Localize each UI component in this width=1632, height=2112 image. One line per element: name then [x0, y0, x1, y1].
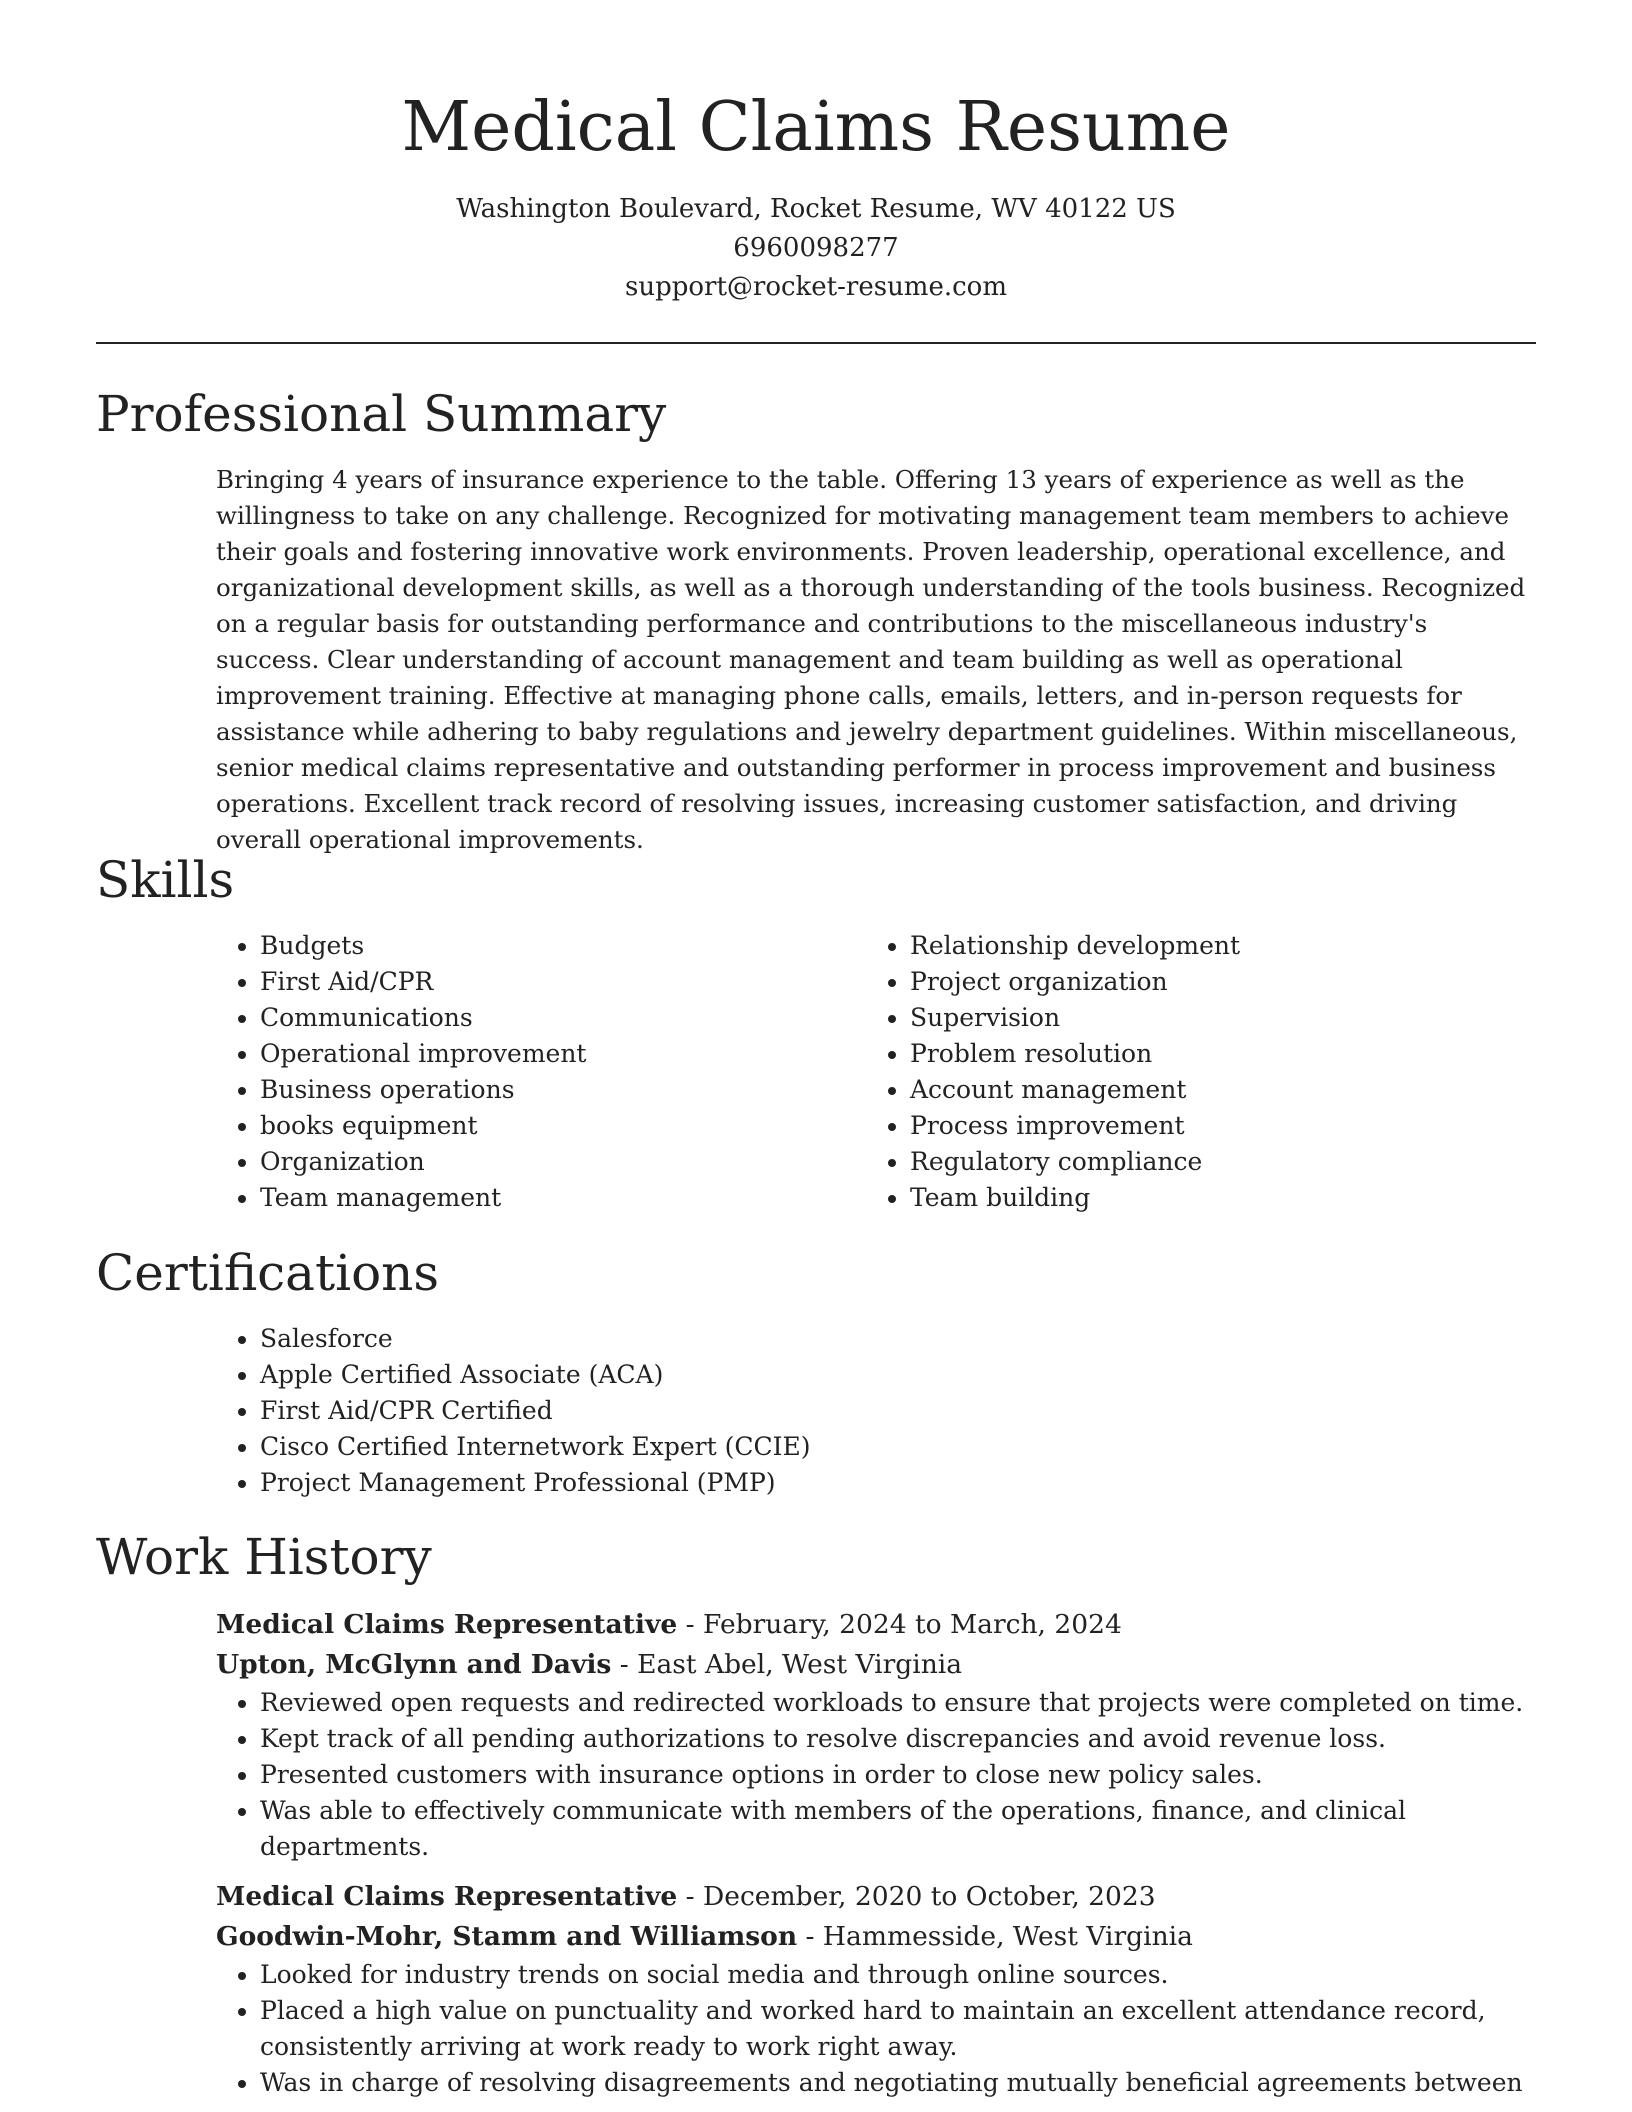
job-title-line	[216, 1877, 1536, 1917]
certification-item: • First Aid/CPR Certified	[260, 1393, 1416, 1429]
summary-heading: Professional Summary	[96, 385, 667, 443]
job-title: Medical Claims Representative	[216, 1609, 678, 1640]
skill-item: • Supervision	[910, 1000, 1506, 1036]
job-duty: • Looked for industry trends on social media and through online sources.	[260, 1957, 1536, 1993]
skill-item: • Regulatory compliance	[910, 1144, 1506, 1180]
skill-item: • First Aid/CPR	[260, 964, 856, 1000]
skill-item: • Account management	[910, 1072, 1506, 1108]
skill-item: • Team building	[910, 1180, 1506, 1216]
contact-email: support@rocket-resume.com	[624, 272, 1007, 302]
certifications-section	[216, 1321, 1416, 1501]
skill-item: • Problem resolution	[910, 1036, 1506, 1072]
header-divider	[96, 342, 1536, 344]
job-duties-list	[216, 1957, 1536, 2101]
job-duties-list	[216, 1685, 1536, 1865]
skills-column-right	[866, 928, 1506, 1216]
skill-item: • books equipment	[260, 1108, 856, 1144]
certifications-heading: Certifications	[96, 1244, 440, 1302]
job-company-line	[216, 1917, 1536, 1957]
certification-item: • Apple Certified Associate (ACA)	[260, 1357, 1416, 1393]
job-dates: - December, 2020 to October, 2023	[677, 1881, 1156, 1912]
skill-item: • Budgets	[260, 928, 856, 964]
skill-item: • Process improvement	[910, 1108, 1506, 1144]
job-company-line	[216, 1645, 1536, 1685]
job-duty: • Kept track of all pending authorizations to resolve discrepancies and avoid revenue loss.	[260, 1721, 1536, 1757]
skills-column-left	[216, 928, 856, 1216]
certification-item: • Project Management Professional (PMP)	[260, 1465, 1416, 1501]
job-title: Medical Claims Representative	[216, 1881, 678, 1912]
job-location: - East Abel, West Virginia	[611, 1649, 963, 1680]
job-entry	[216, 1877, 1536, 2101]
page-title: Medical Claims Resume	[401, 88, 1231, 167]
certification-item: • Cisco Certified Internetwork Expert (CCIE)	[260, 1429, 1416, 1465]
job-duty: • Presented customers with insurance options in order to close new policy sales.	[260, 1757, 1536, 1793]
certification-item: • Salesforce	[260, 1321, 1416, 1357]
job-title-line	[216, 1605, 1536, 1645]
job-entry	[216, 1605, 1536, 1865]
skill-item: • Organization	[260, 1144, 856, 1180]
contact-phone: 6960098277	[733, 233, 899, 263]
skill-item: • Relationship development	[910, 928, 1506, 964]
skill-item: • Team management	[260, 1180, 856, 1216]
skills-heading: Skills	[96, 851, 235, 909]
skill-item: • Communications	[260, 1000, 856, 1036]
work-history-heading: Work History	[96, 1528, 432, 1586]
job-duty: • Placed a high value on punctuality and worked hard to maintain an excellent attendance record, consistently arriving at work ready to work right away.	[260, 1993, 1536, 2065]
skills-list-left	[216, 928, 856, 1216]
skills-list-right	[866, 928, 1506, 1216]
job-dates: - February, 2024 to March, 2024	[677, 1609, 1122, 1640]
summary-text: Bringing 4 years of insurance experience to the table. Offering 13 years of experience as well as the willingness to take on any challenge. Recognized for motivating management team members to achieve their goals and fostering innovative work environments. Proven leadership, operational excellence, and organizational development skills, as well as a thorough understanding of the tools business. Recognized on a regular basis for outstanding performance and contributions to the miscellaneous industry's success. Clear understanding of account management and team building as well as operational improvement training. Effective at managing phone calls, emails, letters, and in-person requests for assistance while adhering to baby regulations and jewelry department guidelines. Within miscellaneous, senior medical claims representative and outstanding performer in process improvement and business operations. Excellent track record of resolving issues, increasing customer satisfaction, and driving overall operational improvements.	[216, 465, 1526, 854]
job-duty: • Reviewed open requests and redirected workloads to ensure that projects were completed on time.	[260, 1685, 1536, 1721]
job-duty: • Was in charge of resolving disagreements and negotiating mutually beneficial agreements between	[260, 2065, 1536, 2101]
job-company: Goodwin-Mohr, Stamm and Williamson	[216, 1921, 798, 1952]
skill-item: • Operational improvement	[260, 1036, 856, 1072]
job-company: Upton, McGlynn and Davis	[216, 1649, 612, 1680]
skill-item: • Business operations	[260, 1072, 856, 1108]
skill-item: • Project organization	[910, 964, 1506, 1000]
contact-address: Washington Boulevard, Rocket Resume, WV 40122 US	[456, 194, 1176, 224]
job-location: - Hammesside, West Virginia	[797, 1921, 1193, 1952]
job-duty: • Was able to effectively communicate with members of the operations, finance, and clinical departments.	[260, 1793, 1536, 1865]
certifications-list	[216, 1321, 1416, 1501]
resume-header	[96, 80, 1536, 307]
